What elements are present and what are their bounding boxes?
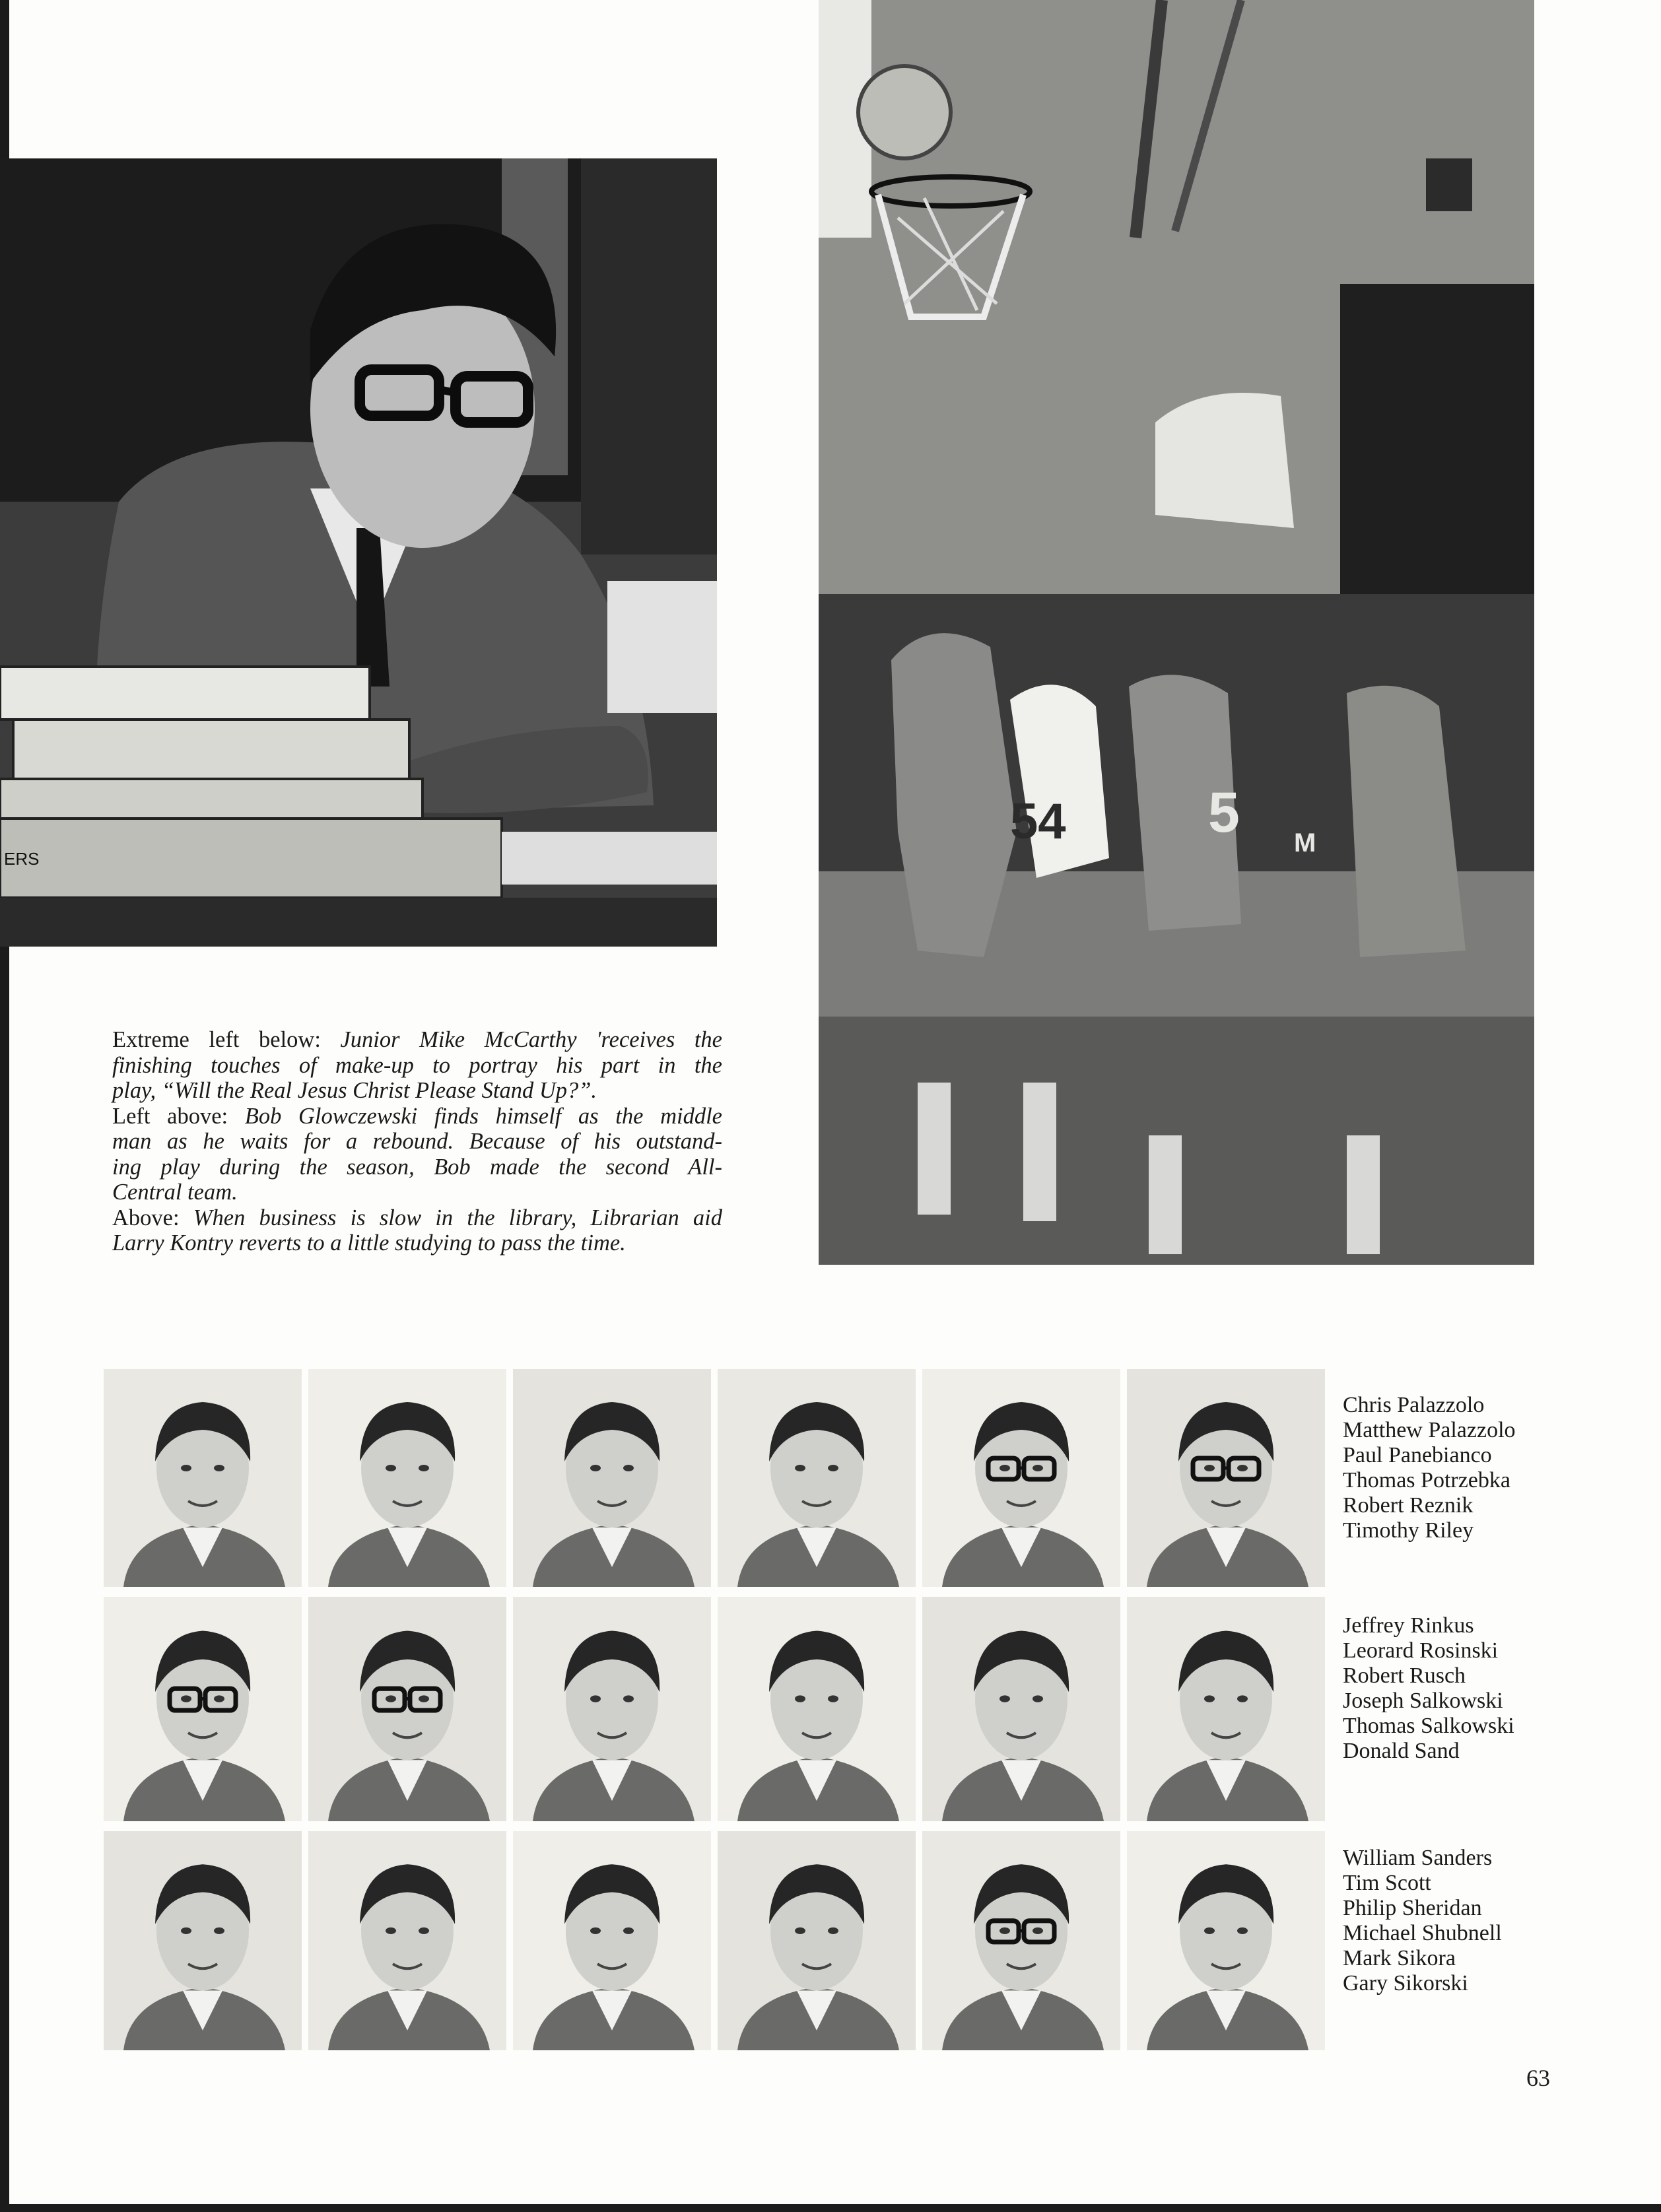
student-portrait [104, 1369, 302, 1587]
student-name: Thomas Salkowski [1343, 1714, 1514, 1738]
student-name: Paul Panebianco [1343, 1443, 1492, 1467]
student-portrait [922, 1597, 1120, 1821]
student-portrait [104, 1597, 302, 1821]
caption-line: Larry Kontry reverts to a little studying to pass the time. [112, 1230, 626, 1256]
student-portrait [513, 1369, 711, 1587]
student-name: Robert Reznik [1343, 1493, 1474, 1518]
crowd-letter-m: M [1294, 828, 1316, 857]
student-portrait [104, 1831, 302, 2050]
basketball-photo [819, 0, 1534, 1265]
student-name: Donald Sand [1343, 1739, 1460, 1763]
student-portrait [718, 1831, 916, 2050]
student-name: Chris Palazzolo [1343, 1393, 1485, 1417]
caption-line: finishing touches of make-up to portray his part in the [112, 1052, 722, 1078]
student-name: Timothy Riley [1343, 1518, 1474, 1543]
student-name: William Sanders [1343, 1846, 1493, 1870]
student-name: Matthew Palazzolo [1343, 1418, 1516, 1442]
name-list-2 [1343, 1613, 1633, 1764]
name-list-1 [1343, 1393, 1633, 1543]
student-portrait [1127, 1597, 1325, 1821]
student-name: Robert Rusch [1343, 1663, 1466, 1688]
name-list-3 [1343, 1846, 1633, 1996]
student-portrait [922, 1831, 1120, 2050]
student-portrait [1127, 1831, 1325, 2050]
caption-line: Extreme left below: Junior Mike McCarthy 'receives the [112, 1027, 722, 1052]
student-portrait [1127, 1369, 1325, 1587]
photo-caption [112, 1027, 722, 1256]
caption-line: Left above: Bob Glowczewski finds himself as the middle [112, 1103, 722, 1129]
student-name: Mark Sikora [1343, 1946, 1456, 1970]
caption-line: Central team. [112, 1180, 238, 1205]
student-name: Leorard Rosinski [1343, 1638, 1499, 1663]
caption-line: play, “Will the Real Jesus Christ Please Stand Up?”. [112, 1078, 597, 1103]
student-portrait [922, 1369, 1120, 1587]
student-name: Gary Sikorski [1343, 1971, 1468, 1995]
student-portrait [513, 1597, 711, 1821]
caption-line: Above: When business is slow in the library, Librarian aid [112, 1205, 722, 1230]
page-number: 63 [1526, 2065, 1550, 2091]
caption-line: ing play during the season, Bob made the second All- [112, 1154, 722, 1180]
student-name: Thomas Potrzebka [1343, 1468, 1510, 1492]
student-portrait [513, 1831, 711, 2050]
jersey-number-5: 5 [1208, 781, 1240, 844]
library-photo-label: ERS [4, 849, 40, 869]
student-portrait [718, 1369, 916, 1587]
jersey-number-54: 54 [1010, 793, 1066, 850]
student-name: Philip Sheridan [1343, 1896, 1482, 1920]
student-name: Tim Scott [1343, 1871, 1431, 1895]
student-name: Jeffrey Rinkus [1343, 1613, 1474, 1638]
portrait-grid [104, 1369, 1325, 2050]
student-name: Michael Shubnell [1343, 1921, 1502, 1945]
student-name: Joseph Salkowski [1343, 1689, 1503, 1713]
caption-line: man as he waits for a rebound. Because of his outstand- [112, 1129, 722, 1154]
student-portrait [308, 1369, 506, 1587]
student-portrait [308, 1597, 506, 1821]
library-photo [0, 158, 717, 947]
student-portrait [308, 1831, 506, 2050]
student-portrait [718, 1597, 916, 1821]
scan-border-bottom [0, 2204, 1661, 2212]
